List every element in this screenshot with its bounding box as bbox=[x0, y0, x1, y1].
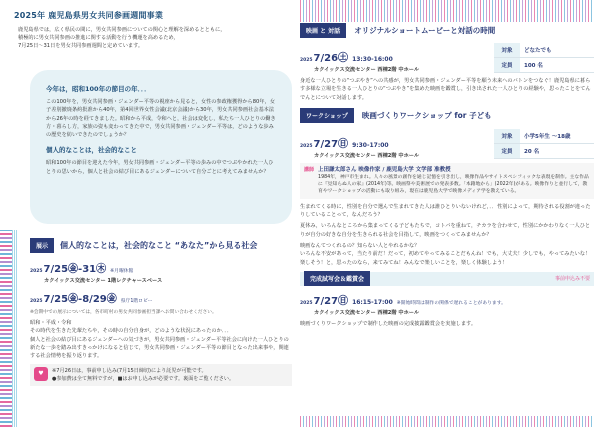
venue-label: カクイックス交流センター 西棟2階 中ホール bbox=[314, 152, 420, 159]
exhibit-section bbox=[30, 236, 292, 424]
date-label: 7/26㊏ bbox=[313, 53, 349, 64]
exhibit-date-2 bbox=[30, 290, 292, 305]
section-title: オリジナルショートムービーと対話の時間 bbox=[354, 25, 496, 35]
year-label: 2025 bbox=[300, 143, 313, 149]
date-label: 7/27㊐ bbox=[313, 295, 349, 307]
body-line: 個人と社会の結び目にあるジェンダーへの気づきが，男女共同参画・ジェンダー平等社会に向けた一人ひとりの新たな一歩を踏み出すきっかけになると信じて，男女共同参画・ジェンダー平等の節目となった出来事や，関連する社会情勢を振り返ります。 bbox=[30, 336, 289, 360]
decor-stripes-bottom-right bbox=[300, 416, 594, 427]
bubble-paragraph-2: 昭和100年の節目を迎えた今年，男女共同参画・ジェンダー平等の歩みの中でつぶやかれた一人ひとりの思いから，個人と社会の結び目にあるジェンダーについて自分ごとに考えてみませんか？ bbox=[46, 160, 274, 175]
body-line: 昭和・平成・令和 bbox=[30, 320, 72, 326]
note-line: ●参加費は全て無料ですが，■はお申し込みが必要です。裏面をご覧ください。 bbox=[52, 376, 235, 383]
childcare-icon: ♥ bbox=[34, 367, 48, 381]
theme-bubble bbox=[30, 70, 292, 224]
decor-stripes-left bbox=[0, 230, 12, 427]
workshop-header bbox=[300, 108, 594, 124]
screening-body: 映画づくりワークショップで制作した映画の完成披露鑑賞会を実施します。 bbox=[300, 320, 477, 327]
exhibit-tag: 展示 bbox=[30, 238, 54, 253]
exhibit-note: ※会期中での展示については，各市町村の男女共同参画担当課へお問い合わせください。 bbox=[30, 310, 217, 315]
intro-line: 7月25日～31日を男女共同参画週間と定めています。 bbox=[18, 43, 144, 49]
note-line: ※7月26日は，事前申し込み(7月15日締切)により託児が可能です。 bbox=[52, 368, 207, 375]
page-title: 2025年 鹿児島県男女共同参画週間事業 bbox=[14, 11, 164, 20]
date-note: 県庁1階ロビー bbox=[120, 299, 153, 304]
exhibit-header bbox=[30, 236, 292, 254]
year-label: 2025 bbox=[300, 300, 313, 306]
year-label: 2025 bbox=[300, 58, 313, 63]
target-table: 対象 小学5年生 ～18歳 定員 20 名 bbox=[494, 129, 594, 159]
venue-label: カクイックス交流センター 西棟2階 中ホール bbox=[314, 67, 420, 73]
movie-dialogue-header bbox=[300, 22, 594, 38]
bubble-heading-2: 個人的なことは，社会的なこと bbox=[46, 146, 137, 155]
right-column bbox=[300, 22, 594, 328]
lecturer-tag: 講師 bbox=[304, 166, 315, 173]
apply-note: 事前申込み不要 bbox=[554, 276, 590, 283]
date-label: 7/25㊎-31㊍ bbox=[43, 264, 107, 275]
exhibit-title: 個人的なことは，社会的なこと “あなた”から見る社会 bbox=[60, 240, 258, 250]
decor-stripes-top-right bbox=[300, 0, 594, 22]
movie-dialogue-body: 身近な一人ひとりの“つぶやき”への共感が，男女共同参画・ジェンダー平等を願う未来へのバトンをつなぐ！鹿児島県に暮らす多様な立場を生きる一人ひとりの“つぶやき”を集めた映画を鑑賞し，引き出された一人ひとりの経験や，思ったことをてんでんとについて対話します。 bbox=[300, 78, 591, 101]
time-label: 13:30-16:00 bbox=[352, 56, 393, 63]
workshop-body: 生まれてくる時に，性別を自分で選んで生まれてきた人は誰ひとりいないけれど，．．性別によって，期待される役割が違ったりしていることって，なんだろう？ 夏休み，いろんなところから集まってくる子どもたちで，コトバを重ねて，チカラを合わせて，性別にかかわりなく一人ひとりが自分の好きな自分を生きられる社会を目指して，映画をつくってみませんか？ 映画なんてつくれるの？知らない人とやれるかな？ いろんな不安があって，当たり前だ！だって，初めてやってみることだもんね！でも，大丈夫！少しでも，やってみたいな！楽しそう！と，思ったのなら，来てみてね！みんなで楽しいことを，楽しく体験しよう！ bbox=[300, 203, 591, 266]
lecturer-block bbox=[300, 163, 594, 199]
bubble-paragraph-1: この100年を，男女共同参画・ジェンダー平等の視座から見ると，女性の参政権獲得から80年，女子差別撤廃条約批准から40年，第4回世界女性会議(北京会議)から30年，男女共同参画社会基本法から26年の時を経てきました。昭和から平成，令和へと，社会は変化し，私たち一人ひとりの働き方・暮らし方，家族の姿も変わってきた中で，男女共同参画・ジェンダー平等は，どのような歩みの歴史を紡いできたのでしょうか？ bbox=[46, 99, 276, 139]
lecturer-name: 上田謙太郎さん 映像作家 / 鹿児島大学 文学部 准教授 bbox=[318, 166, 451, 173]
intro-text bbox=[14, 26, 291, 50]
time-label: 9:30-17:00 bbox=[352, 141, 389, 149]
section-tag: ワークショップ bbox=[300, 108, 354, 123]
intro-line: 鹿児島県では，広く県民の間に，男女共同参画についての関心と理解を深めるとともに， bbox=[18, 27, 226, 33]
year-label: 2025 bbox=[30, 299, 43, 304]
childcare-note bbox=[30, 364, 292, 386]
screening-header bbox=[300, 272, 594, 286]
left-column bbox=[14, 10, 291, 50]
exhibit-body bbox=[30, 319, 292, 360]
date-note: ※月曜休館 bbox=[110, 269, 134, 274]
decor-stripes-left-2 bbox=[12, 230, 18, 427]
exhibit-venue-1: カクイックス交流センター 1階レクチャースペース bbox=[44, 278, 163, 284]
date-label: 7/27㊐ bbox=[313, 138, 349, 150]
section-tag: 完成試写会＆鑑賞会 bbox=[304, 271, 370, 286]
year-label: 2025 bbox=[30, 269, 43, 274]
intro-line: 積極的に男女共同参画の推進に関する活動を行う機運を高めるため， bbox=[18, 35, 179, 41]
date-label: 7/25㊎-8/29㊎ bbox=[43, 294, 117, 305]
venue-label: カクイックス交流センター 西棟2階 中ホール bbox=[314, 309, 420, 316]
body-line: その時代を生きた先輩たちや，その時の自分自身が，どのような状況にあったのか．．． bbox=[30, 328, 233, 335]
target-table: 対象 どなたでも 定員 100 名 bbox=[494, 43, 594, 73]
exhibit-date-1 bbox=[30, 260, 292, 275]
lecturer-bio: 1984年，神戸市生まれ。人々の風景の創作を通じ記憶を引き出し，映像作品やサイトスペシフィックな表現を制作。主な作品に『見知らぬ人の家』(2014年)等。映画祭や美術展での発表多数。「本籍地から」(2022年)がある。映像作りと並行して，教育やワークショップの活動にも取り組み，現在は鹿児島大学で映像メディア学を教えている。 bbox=[318, 174, 589, 194]
section-title: 映画づくりワークショップ for 子ども bbox=[361, 111, 492, 121]
time-note: ※開始時間は制作の関係で遅れることがあります。 bbox=[396, 300, 506, 306]
time-label: 16:15-17:00 bbox=[352, 298, 393, 306]
bubble-heading-1: 今年は，昭和100年の節目の年．．． bbox=[46, 85, 151, 93]
section-tag: 映画 と 対話 bbox=[300, 23, 346, 38]
